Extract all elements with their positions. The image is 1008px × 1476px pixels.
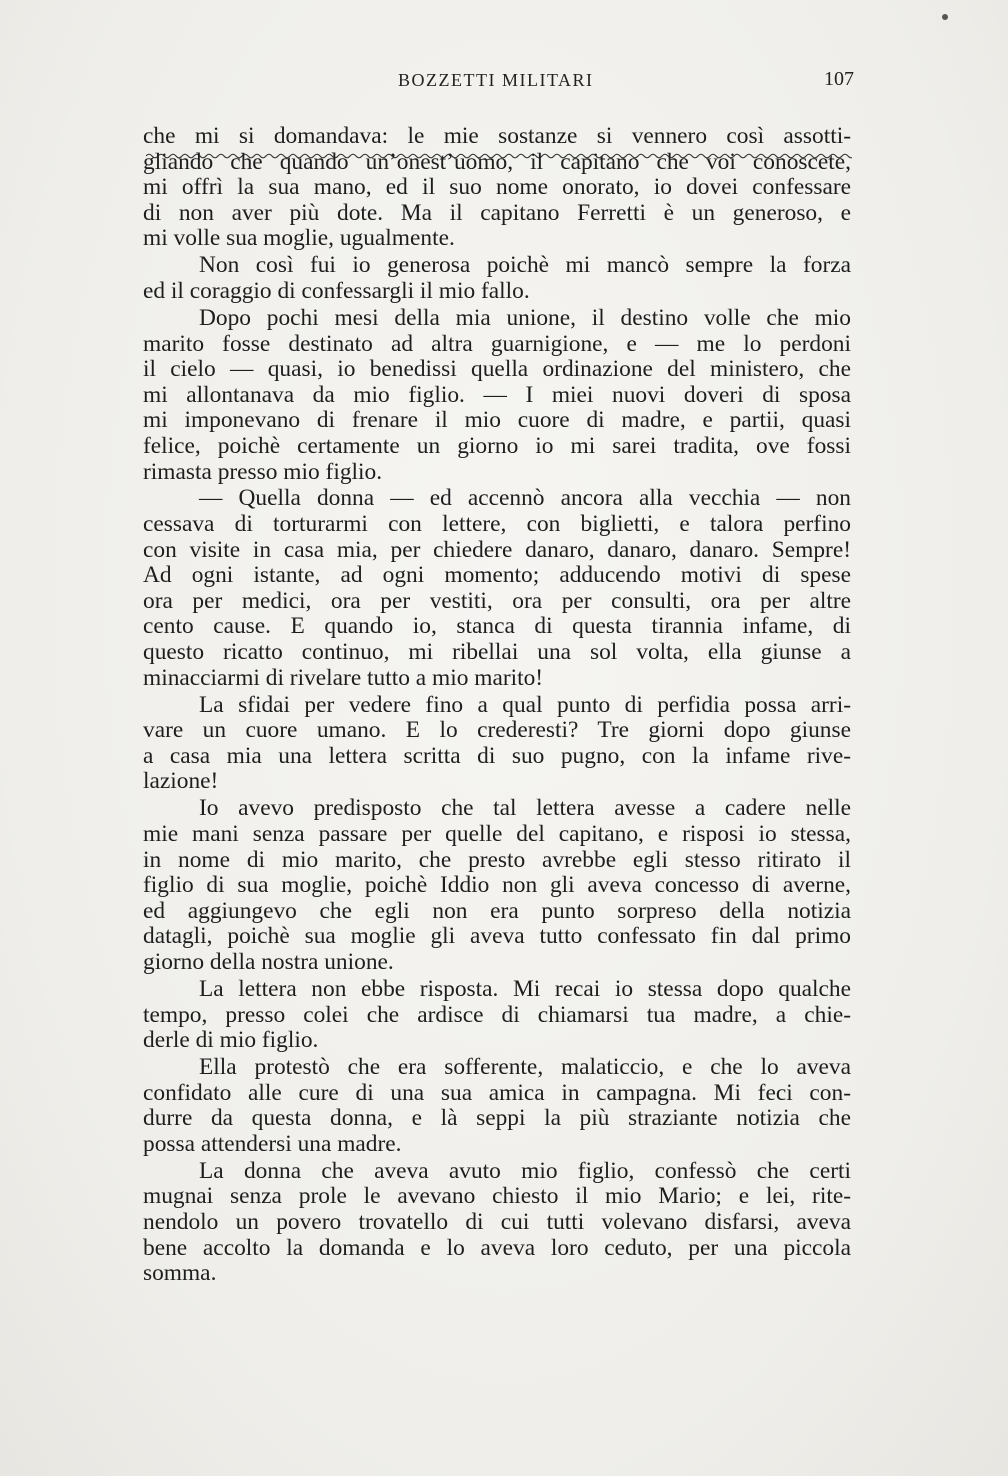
text-line: a casa mia una lettera scritta di suo pugno, con la infame rive-	[143, 742, 851, 769]
text-line: cento cause. E quando io, stanca di questa tirannia infame, di	[143, 613, 851, 640]
text-line: mie mani senza passare per quelle del capitano, e risposi io stessa,	[143, 820, 851, 847]
text-line: somma.	[143, 1260, 217, 1287]
text-line: La donna che aveva avuto mio figlio, confessò che certi	[199, 1157, 851, 1184]
text-line: mi offrì la sua mano, ed il suo nome onorato, io dovei confessare	[143, 174, 851, 201]
text-line: mugnai senza prole le avevano chiesto il mio Mario; e lei, rite-	[143, 1183, 851, 1210]
text-line: vare un cuore umano. E lo crederesti? Tre giorni dopo giunse	[143, 717, 851, 744]
running-title: BOZZETTI MILITARI	[398, 70, 594, 90]
text-line: durre da questa donna, e là seppi la più straziante notizia che	[143, 1105, 851, 1132]
text-line: — Quella donna — ed accennò ancora alla vecchia — non	[199, 485, 851, 512]
text-line: mi allontanava da mio figlio. — I miei nuovi doveri di sposa	[143, 381, 851, 408]
text-line: cessava di torturarmi con lettere, con biglietti, e talora perfino	[143, 511, 851, 538]
text-line: con visite in casa mia, per chiedere danaro, danaro, danaro. Sempre!	[143, 536, 851, 563]
text-line: Ella protestò che era sofferente, malaticcio, e che lo aveva	[199, 1054, 851, 1081]
text-line: figlio di sua moglie, poichè Iddio non gli aveva concesso di averne,	[143, 872, 851, 899]
text-line: in nome di mio marito, che presto avrebbe egli stesso ritirato il	[143, 846, 851, 873]
text-line: lazione!	[143, 768, 219, 795]
text-line: che mi si domandava: le mie sostanze si vennero così assotti-	[143, 123, 851, 149]
page-number: 107	[824, 68, 854, 90]
text-line: Ad ogni istante, ad ogni momento; adducendo motivi di spese	[143, 562, 851, 589]
text-line: Io avevo predisposto che tal lettera avesse a cadere nelle	[199, 795, 851, 822]
text-line: ora per medici, ora per vestiti, ora per consulti, ora per altre	[143, 587, 851, 614]
text-line: minacciarmi di rivelare tutto a mio marito!	[143, 664, 544, 691]
text-line: mi imponevano di frenare il mio cuore di madre, e partii, quasi	[143, 407, 851, 434]
text-line: marito fosse destinato ad altra guarnigione, e — me lo perdoni	[143, 330, 851, 357]
text-line: di non aver più dote. Ma il capitano Ferretti è un generoso, e	[143, 199, 851, 226]
text-line: ed aggiungevo che egli non era punto sorpreso della notizia	[143, 897, 851, 924]
text-line: giorno della nostra unione.	[143, 948, 394, 975]
text-line: datagli, poichè sua moglie gli aveva tutto confessato fin dal primo	[143, 923, 851, 950]
text-line: nendolo un povero trovatello di cui tutti volevano disfarsi, aveva	[143, 1209, 851, 1236]
text-line: possa attendersi una madre.	[143, 1130, 402, 1157]
text-line: gliando che quando un’onest’uomo, il capitano che voi conoscete,	[143, 148, 851, 175]
text-line: felice, poichè certamente un giorno io mi sarei tradita, ove fossi	[143, 432, 851, 459]
text-line: rimasta presso mio figlio.	[143, 458, 383, 485]
text-line: La lettera non ebbe risposta. Mi recai io stessa dopo qualche	[199, 975, 851, 1002]
text-line: questo ricatto continuo, mi ribellai una sol volta, ella giunse a	[143, 639, 851, 666]
text-line: Dopo pochi mesi della mia unione, il destino volle che mio	[199, 304, 851, 331]
text-line: mi volle sua moglie, ugualmente.	[143, 225, 455, 252]
text-line: il cielo — quasi, io benedissi quella ordinazione del ministero, che	[143, 356, 851, 383]
body-text	[143, 124, 851, 1288]
text-line: bene accolto la domanda e lo aveva loro ceduto, per una piccola	[143, 1234, 851, 1261]
text-line: La sfidai per vedere fino a qual punto di perfidia possa arri-	[199, 691, 851, 718]
text-line: derle di mio figlio.	[143, 1027, 319, 1054]
text-line: tempo, presso colei che ardisce di chiamarsi tua madre, a chie-	[143, 1001, 851, 1028]
page-header	[140, 64, 854, 98]
text-line: Non così fui io generosa poichè mi mancò sempre la forza	[199, 252, 851, 279]
text-line: confidato alle cure di una sua amica in campagna. Mi feci con-	[143, 1079, 851, 1106]
text-line: ed il coraggio di confessargli il mio fallo.	[143, 277, 530, 304]
ink-speck	[942, 14, 948, 20]
